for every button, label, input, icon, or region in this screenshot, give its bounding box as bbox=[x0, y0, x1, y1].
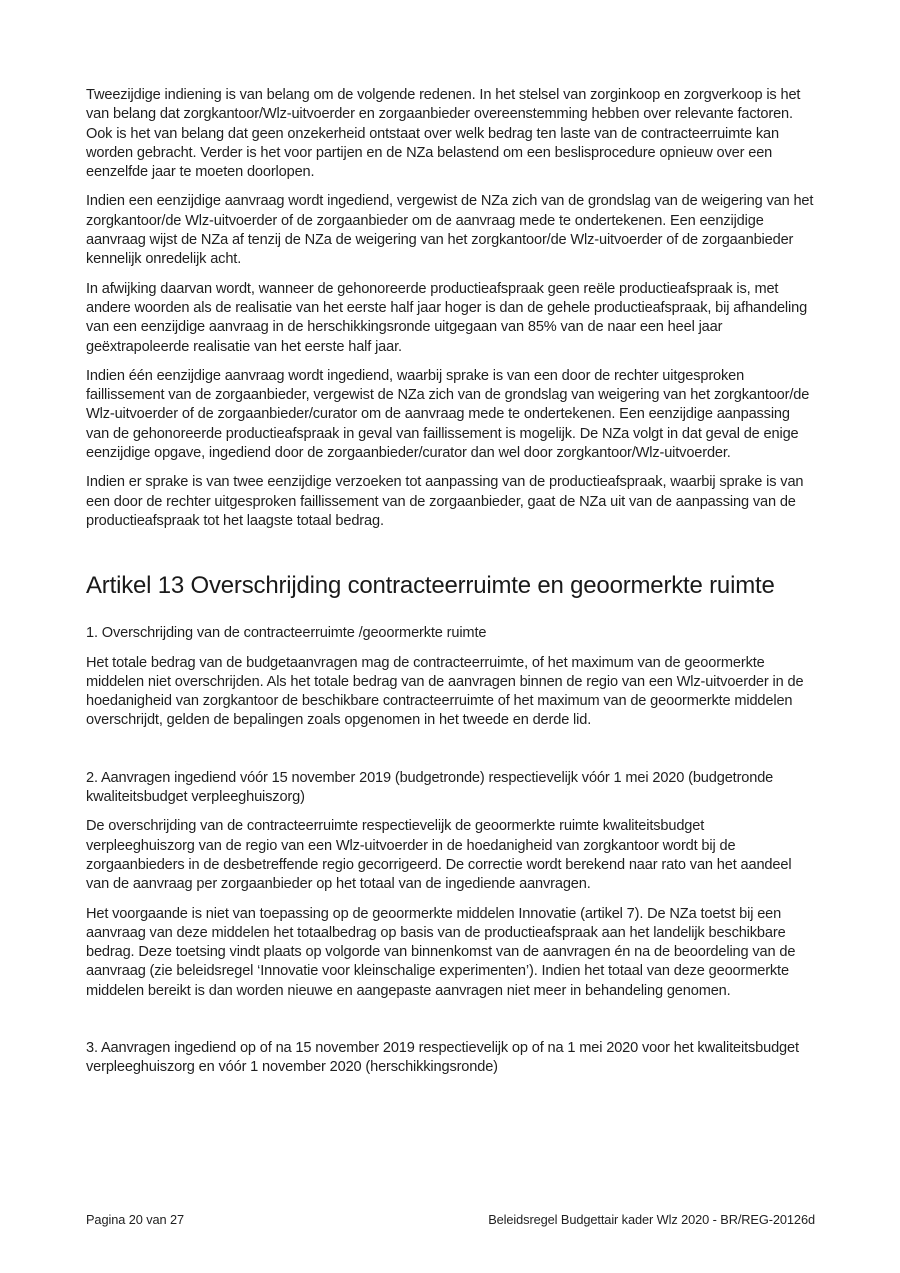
paragraph: Tweezijdige indiening is van belang om de volgende redenen. In het stelsel van zorginkoop en zorgverkoop is het van belang dat zorgkantoor/Wlz-uitvoerder en zorgaanbieder overeenstemming hebben over relevante factoren. Ook is het van belang dat geen onzekerheid ontstaat over welk bedrag ten laste van de contracteerruimte kan worden gebracht. Verder is het voor partijen en de NZa belastend om een beslisprocedure opnieuw over een eenzelfde jaar te moeten doorlopen. bbox=[86, 87, 801, 181]
section-subheading: 3. Aanvragen ingediend op of na 15 november 2019 respectievelijk op of na 1 mei 2020 voor het kwaliteitsbudget verpleeghuiszorg en vóór 1 november 2020 (herschikkingsronde) bbox=[86, 1039, 799, 1076]
paragraph: Het totale bedrag van de budgetaanvragen mag de contracteerruimte, of het maximum van de geoormerkte middelen niet overschrijden. Als het totale bedrag van de aanvragen binnen de regio van een Wlz-uitvoerder in de hoedanigheid van zorgkantoor de beschikbare contracteerruimte of het maximum van de geoormerkte middelen overschrijdt, gelden de bepalingen zoals opgenomen in het tweede en derde lid. bbox=[86, 654, 804, 729]
footer-document-title: Beleidsregel Budgettair kader Wlz 2020 - BR/REG-20126d bbox=[488, 1212, 815, 1227]
section-1 bbox=[86, 624, 816, 730]
document-content bbox=[86, 86, 816, 1088]
section-subheading: 2. Aanvragen ingediend vóór 15 november 2019 (budgetronde) respectievelijk vóór 1 mei 2020 (budgetronde kwaliteitsbudget verpleeghuiszorg) bbox=[86, 769, 774, 806]
paragraph: De overschrijding van de contracteerruimte respectievelijk de geoormerkte ruimte kwaliteitsbudget verpleeghuiszorg van de regio van een Wlz-uitvoerder in de hoedanigheid van zorgkantoor wordt bij de zorgaanbieders in de desbetreffende regio gecorrigeerd. De correctie wordt berekend naar rato van het aandeel van de aanvraag per zorgaanbieder op het totaal van de ingediende aanvragen. bbox=[86, 818, 792, 893]
section-2 bbox=[86, 769, 816, 1001]
paragraph: Het voorgaande is niet van toepassing op de geoormerkte middelen Innovatie (artikel 7). De NZa toetst bij een aanvraag van deze middelen het totaalbedrag op basis van de productieafspraak aan het landelijk beschikbare bedrag. Deze toetsing vindt plaats op volgorde van binnenkomst van de aanvragen én na de beoordeling van de aanvraag (zie beleidsregel ‘Innovatie voor kleinschalige experimenten’). Indien het totaal van deze geoormerkte middelen bereikt is dan worden nieuwe en aangepaste aanvragen niet meer in behandeling genomen. bbox=[86, 905, 796, 999]
paragraph: Indien er sprake is van twee eenzijdige verzoeken tot aanpassing van de productieafspraak, waarbij sprake is van een door de rechter uitgesproken faillissement van de zorgaanbieder, gaat de NZa uit van de aanpassing van de productieafspraak tot het laagste totaal bedrag. bbox=[86, 474, 804, 529]
section-subheading: 1. Overschrijding van de contracteerruimte /geoormerkte ruimte bbox=[86, 625, 487, 642]
article-heading: Artikel 13 Overschrijding contracteerruimte en geoormerkte ruimte bbox=[86, 572, 775, 600]
page-footer bbox=[86, 1212, 815, 1227]
footer-page-number: Pagina 20 van 27 bbox=[86, 1212, 185, 1227]
paragraph: Indien één eenzijdige aanvraag wordt ingediend, waarbij sprake is van een door de rechter uitgesproken faillissement van de zorgaanbieder, vergewist de NZa zich van de grondslag van weigering van het zorgkantoor/de Wlz-uitvoerder of de zorgaanbieder/curator om de aanvraag mede te ondertekenen. Een eenzijdige aanpassing van de gehonoreerde productieafspraak in geval van faillissement is mogelijk. De NZa volgt in dat geval de enige eenzijdige opgave, ingediend door de zorgaanbieder/curator dan wel door zorgkantoor/Wlz-uitvoerder. bbox=[86, 367, 810, 462]
paragraph: Indien een eenzijdige aanvraag wordt ingediend, vergewist de NZa zich van de grondslag van de weigering van het zorgkantoor/de Wlz-uitvoerder of de zorgaanbieder om de aanvraag mede te ondertekenen. Een eenzijdige aanvraag wijst de NZa af tenzij de NZa de weigering van het zorgkantoor/de Wlz-uitvoerder of de zorgaanbieder kennelijk onredelijk acht. bbox=[86, 193, 814, 268]
paragraph: In afwijking daarvan wordt, wanneer de gehonoreerde productieafspraak geen reële productieafspraak is, met andere woorden als de realisatie van het eerste half jaar hoger is dan de gehele productieafspraak, bij afhandeling van een eenzijdige aanvraag in de herschikkingsronde uitgegaan van 85% van de naar een heel jaar geëxtrapoleerde realisatie van het eerste half jaar. bbox=[86, 280, 808, 355]
section-3 bbox=[86, 1039, 816, 1078]
